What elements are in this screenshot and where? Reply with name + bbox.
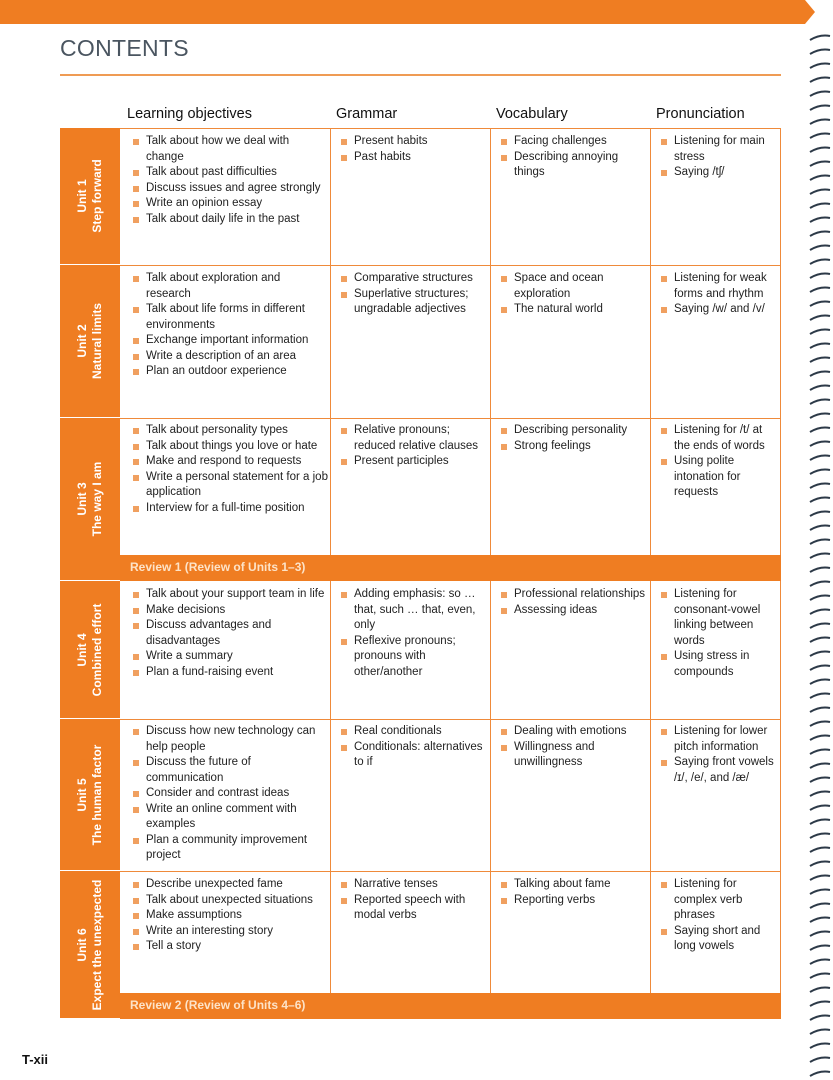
list-item: Describing annoying things xyxy=(496,150,648,181)
spiral-coil xyxy=(810,1044,830,1049)
spiral-coil xyxy=(810,932,830,937)
review-label: Review 1 (Review of Units 1–3) xyxy=(130,560,306,574)
list-item: Tell a story xyxy=(128,939,328,955)
unit-name: The way I am xyxy=(90,461,104,537)
list-item: Describing personality xyxy=(496,423,648,439)
spiral-coil xyxy=(810,610,830,615)
spiral-coil xyxy=(810,428,830,433)
spiral-coil xyxy=(810,988,830,993)
list-item: Make assumptions xyxy=(128,908,328,924)
spiral-coil xyxy=(810,148,830,153)
top-accent-bar-tip xyxy=(805,0,815,24)
list-item: Reported speech with modal verbs xyxy=(336,893,488,924)
spiral-coil xyxy=(810,792,830,797)
grid-divider xyxy=(650,128,651,555)
list-item: Talk about things you love or hate xyxy=(128,439,328,455)
spiral-coil xyxy=(810,540,830,545)
list-item: Professional relationships xyxy=(496,587,648,603)
list-item: Talk about daily life in the past xyxy=(128,212,328,228)
spiral-coil xyxy=(810,512,830,517)
list-item: Present participles xyxy=(336,454,488,470)
spiral-coil xyxy=(810,764,830,769)
list-item: Real conditionals xyxy=(336,724,488,740)
spiral-coil xyxy=(810,596,830,601)
spiral-coil xyxy=(810,498,830,503)
unit-label: Unit 6 xyxy=(75,927,89,962)
list-item: Talk about how we deal with change xyxy=(128,134,328,165)
list-item: Comparative structures xyxy=(336,271,488,287)
grid-divider xyxy=(490,581,491,993)
list-item: Listening for main stress xyxy=(656,134,780,165)
unit-6-grammar xyxy=(336,877,488,924)
unit-4-grammar xyxy=(336,587,488,680)
spiral-coil xyxy=(810,652,830,657)
list-item: Write an opinion essay xyxy=(128,196,328,212)
unit-2-objectives xyxy=(128,271,328,380)
column-header-grammar: Grammar xyxy=(336,106,398,122)
list-item: Talk about personality types xyxy=(128,423,328,439)
unit-5-pronunciation xyxy=(656,724,780,786)
review-band-1 xyxy=(120,555,781,581)
spiral-coil xyxy=(810,834,830,839)
list-item: Exchange important information xyxy=(128,333,328,349)
list-item: Reporting verbs xyxy=(496,893,648,909)
unit-2-vocabulary xyxy=(496,271,648,318)
spiral-binding xyxy=(808,30,833,1080)
spiral-coil xyxy=(810,386,830,391)
list-item: Conditionals: alternatives to if xyxy=(336,740,488,771)
list-item: Write a personal statement for a job application xyxy=(128,470,328,501)
spiral-coil xyxy=(810,708,830,713)
spiral-coil xyxy=(810,204,830,209)
list-item: Talk about life forms in different environments xyxy=(128,302,328,333)
top-accent-bar xyxy=(0,0,805,24)
spiral-coil xyxy=(810,414,830,419)
list-item: Make decisions xyxy=(128,603,328,619)
grid-divider xyxy=(120,265,781,266)
spiral-coil xyxy=(810,946,830,951)
list-item: Listening for /t/ at the ends of words xyxy=(656,423,780,454)
unit-label: Unit 5 xyxy=(75,777,89,812)
unit-3-pronunciation xyxy=(656,423,780,501)
list-item: Write a description of an area xyxy=(128,349,328,365)
list-item: Consider and contrast ideas xyxy=(128,786,328,802)
unit-label: Unit 1 xyxy=(75,179,89,213)
list-item: Write an online comment with examples xyxy=(128,802,328,833)
column-header-vocabulary: Vocabulary xyxy=(496,106,568,122)
list-item: Make and respond to requests xyxy=(128,454,328,470)
unit-name: The human factor xyxy=(90,744,104,845)
list-item: Listening for consonant-vowel linking between words xyxy=(656,587,780,649)
unit-label: Unit 4 xyxy=(75,632,89,667)
spiral-coil xyxy=(810,50,830,55)
unit-2-grammar xyxy=(336,271,488,318)
spiral-coil xyxy=(810,526,830,531)
list-item: Assessing ideas xyxy=(496,603,648,619)
grid-divider xyxy=(120,128,781,129)
unit-name: Natural limits xyxy=(90,302,104,380)
spiral-coil xyxy=(810,330,830,335)
page-number: T-xii xyxy=(22,1052,49,1067)
list-item: Talk about unexpected situations xyxy=(128,893,328,909)
spiral-coil xyxy=(810,568,830,573)
spiral-coil xyxy=(810,862,830,867)
spiral-coil xyxy=(810,218,830,223)
spiral-coil xyxy=(810,316,830,321)
spiral-coil xyxy=(810,442,830,447)
grid-divider xyxy=(120,418,781,419)
spiral-coil xyxy=(810,624,830,629)
spiral-coil xyxy=(810,876,830,881)
unit-4-pronunciation xyxy=(656,587,780,680)
list-item: Plan a fund-raising event xyxy=(128,665,328,681)
spiral-coil xyxy=(810,890,830,895)
list-item: Listening for complex verb phrases xyxy=(656,877,780,924)
list-item: Saying /w/ and /v/ xyxy=(656,302,780,318)
spiral-coil xyxy=(810,918,830,923)
spiral-coil xyxy=(810,750,830,755)
list-item: Space and ocean exploration xyxy=(496,271,648,302)
list-item: The natural world xyxy=(496,302,648,318)
spiral-coil xyxy=(810,638,830,643)
grid-divider xyxy=(330,128,331,555)
list-item: Willingness and unwillingness xyxy=(496,740,648,771)
unit-6-objectives xyxy=(128,877,328,955)
list-item: Using stress in compounds xyxy=(656,649,780,680)
unit-name: Step forward xyxy=(90,159,104,233)
spiral-coil xyxy=(810,260,830,265)
unit-1-pronunciation xyxy=(656,134,780,181)
unit-6-pronunciation xyxy=(656,877,780,955)
list-item: Past habits xyxy=(336,150,488,166)
spiral-coil xyxy=(810,358,830,363)
unit-name: Expect the unexpected xyxy=(90,879,104,1010)
spiral-coil xyxy=(810,232,830,237)
list-item: Discuss issues and agree strongly xyxy=(128,181,328,197)
review-label: Review 2 (Review of Units 4–6) xyxy=(130,998,306,1012)
grid-divider xyxy=(120,719,781,720)
unit-label: Unit 2 xyxy=(75,324,89,358)
list-item: Talk about past difficulties xyxy=(128,165,328,181)
list-item: Discuss advantages and disadvantages xyxy=(128,618,328,649)
spiral-coil xyxy=(810,344,830,349)
spiral-coil xyxy=(810,134,830,139)
grid-divider xyxy=(330,581,331,993)
list-item: Talk about your support team in life xyxy=(128,587,328,603)
list-item: Dealing with emotions xyxy=(496,724,648,740)
unit-3-grammar xyxy=(336,423,488,470)
spiral-coil xyxy=(810,960,830,965)
grid-divider xyxy=(780,128,781,555)
list-item: Saying front vowels /ɪ/, /e/, and /æ/ xyxy=(656,755,780,786)
spiral-coil xyxy=(810,1058,830,1063)
spiral-coil xyxy=(810,484,830,489)
spiral-coil xyxy=(810,302,830,307)
spiral-coil xyxy=(810,162,830,167)
unit-tab-1 xyxy=(60,128,120,265)
unit-tab-2 xyxy=(60,265,120,418)
unit-name: Combined effort xyxy=(90,603,104,696)
spiral-coil xyxy=(810,582,830,587)
list-item: Discuss the future of communication xyxy=(128,755,328,786)
list-item: Using polite intonation for requests xyxy=(656,454,780,501)
list-item: Saying short and long vowels xyxy=(656,924,780,955)
spiral-coil xyxy=(810,694,830,699)
spiral-coil xyxy=(810,176,830,181)
spiral-coil xyxy=(810,470,830,475)
spiral-coil xyxy=(810,92,830,97)
spiral-coil xyxy=(810,1072,830,1077)
list-item: Talking about fame xyxy=(496,877,648,893)
unit-tab-4 xyxy=(60,581,120,719)
list-item: Saying /tʃ/ xyxy=(656,165,780,181)
list-item: Plan a community improvement project xyxy=(128,833,328,864)
spiral-coil xyxy=(810,680,830,685)
unit-3-objectives xyxy=(128,423,328,516)
spiral-coil xyxy=(810,120,830,125)
unit-2-pronunciation xyxy=(656,271,780,318)
list-item: Describe unexpected fame xyxy=(128,877,328,893)
unit-3-vocabulary xyxy=(496,423,648,454)
unit-5-objectives xyxy=(128,724,328,864)
list-item: Write a summary xyxy=(128,649,328,665)
unit-tab-6 xyxy=(60,871,120,1019)
grid-divider xyxy=(120,871,781,872)
grid-divider xyxy=(650,581,651,993)
list-item: Present habits xyxy=(336,134,488,150)
spiral-coil xyxy=(810,820,830,825)
spiral-coil xyxy=(810,778,830,783)
spiral-coil xyxy=(810,372,830,377)
list-item: Reflexive pronouns; pronouns with other/another xyxy=(336,634,488,681)
list-item: Superlative structures; ungradable adjectives xyxy=(336,287,488,318)
spiral-coil xyxy=(810,554,830,559)
spiral-coil xyxy=(810,64,830,69)
spiral-coil xyxy=(810,736,830,741)
spiral-coil xyxy=(810,190,830,195)
page-title: CONTENTS xyxy=(60,35,189,61)
unit-4-vocabulary xyxy=(496,587,648,618)
list-item: Strong feelings xyxy=(496,439,648,455)
list-item: Narrative tenses xyxy=(336,877,488,893)
grid-divider xyxy=(780,581,781,993)
unit-4-objectives xyxy=(128,587,328,680)
spiral-coil xyxy=(810,666,830,671)
list-item: Relative pronouns; reduced relative clauses xyxy=(336,423,488,454)
list-item: Facing challenges xyxy=(496,134,648,150)
spiral-coil xyxy=(810,36,830,41)
spiral-coil xyxy=(810,246,830,251)
spiral-coil xyxy=(810,456,830,461)
review-band-2 xyxy=(120,993,781,1019)
column-header-pronunciation: Pronunciation xyxy=(656,106,745,122)
unit-1-vocabulary xyxy=(496,134,648,181)
unit-tab-5 xyxy=(60,719,120,871)
list-item: Listening for lower pitch information xyxy=(656,724,780,755)
spiral-coil xyxy=(810,1002,830,1007)
spiral-coil xyxy=(810,806,830,811)
spiral-coil xyxy=(810,722,830,727)
unit-label: Unit 3 xyxy=(75,482,89,516)
column-header-objectives: Learning objectives xyxy=(127,106,252,122)
unit-5-grammar xyxy=(336,724,488,771)
spiral-coil xyxy=(810,974,830,979)
unit-6-vocabulary xyxy=(496,877,648,908)
list-item: Listening for weak forms and rhythm xyxy=(656,271,780,302)
spiral-coil xyxy=(810,288,830,293)
spiral-coil xyxy=(810,106,830,111)
unit-5-vocabulary xyxy=(496,724,648,771)
title-rule xyxy=(60,74,781,76)
unit-tab-3 xyxy=(60,418,120,581)
spiral-coil xyxy=(810,848,830,853)
list-item: Adding emphasis: so … that, such … that, even, only xyxy=(336,587,488,634)
spiral-coil xyxy=(810,1016,830,1021)
spiral-coil xyxy=(810,78,830,83)
list-item: Talk about exploration and research xyxy=(128,271,328,302)
grid-divider xyxy=(490,128,491,555)
spiral-coil xyxy=(810,1030,830,1035)
list-item: Write an interesting story xyxy=(128,924,328,940)
spiral-coil xyxy=(810,400,830,405)
spiral-coil xyxy=(810,904,830,909)
unit-1-objectives xyxy=(128,134,328,227)
list-item: Plan an outdoor experience xyxy=(128,364,328,380)
list-item: Discuss how new technology can help people xyxy=(128,724,328,755)
unit-1-grammar xyxy=(336,134,488,165)
spiral-coil xyxy=(810,274,830,279)
list-item: Interview for a full-time position xyxy=(128,501,328,517)
